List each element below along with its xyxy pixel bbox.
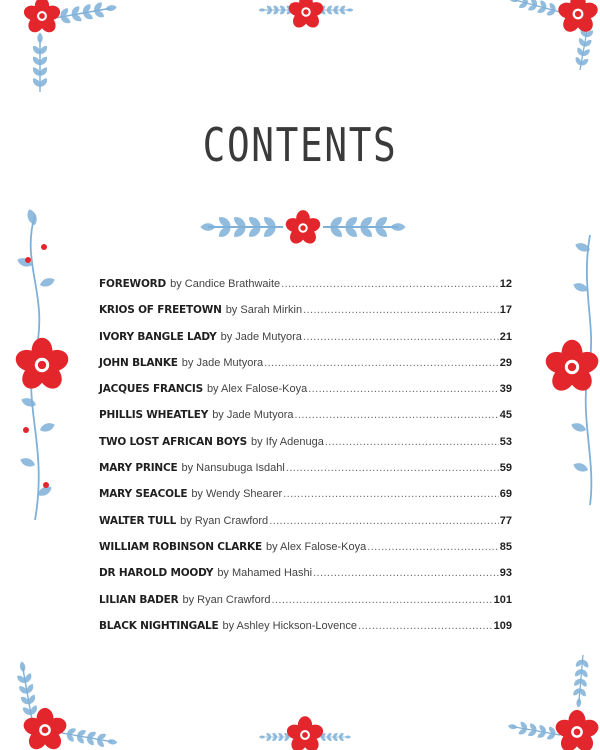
corner-floral-bottom-right-icon (505, 650, 600, 750)
toc-entry-title: MARY SEACOLE (99, 488, 188, 501)
toc-entry-author: by Jade Mutyora (181, 356, 264, 369)
toc-entry[interactable] (99, 409, 512, 435)
toc-leader-dots (308, 383, 499, 395)
toc-entry-page: 69 (499, 488, 512, 501)
toc-entry-page: 53 (499, 435, 512, 448)
toc-entry-page: 93 (499, 567, 512, 580)
toc-entry-author: by Jade Mutyora (220, 330, 302, 343)
toc-entry[interactable] (99, 594, 512, 620)
toc-entry[interactable] (99, 278, 512, 304)
toc-entry-title: MARY PRINCE (99, 462, 178, 475)
corner-floral-top-right-icon (500, 0, 600, 70)
toc-entry-page: 39 (499, 383, 512, 396)
corner-floral-bottom-left-icon (0, 655, 120, 750)
toc-entry-title: IVORY BANGLE LADY (99, 330, 217, 343)
toc-entry-title: PHILLIS WHEATLEY (99, 409, 209, 422)
toc-entry[interactable] (99, 620, 512, 646)
toc-entry-title: JOHN BLANKE (99, 356, 178, 369)
toc-entry-title: FOREWORD (99, 278, 167, 290)
corner-floral-top-left-icon (0, 0, 130, 95)
toc-entry-page: 29 (499, 356, 512, 369)
toc-entry-author: by Ashley Hickson-Lovence (222, 619, 357, 632)
toc-leader-dots (303, 304, 499, 316)
toc-entry-author: by Wendy Shearer (191, 488, 283, 501)
bottom-center-flower-icon (260, 715, 350, 750)
toc-leader-dots (295, 409, 499, 421)
table-of-contents (99, 278, 512, 646)
toc-entry-page: 109 (493, 619, 512, 632)
page-title: CONTENTS (202, 118, 398, 172)
toc-entry-author: by Jade Mutyora (212, 409, 294, 422)
toc-entry[interactable] (99, 331, 512, 357)
toc-entry[interactable] (99, 357, 512, 383)
toc-leader-dots (367, 541, 499, 553)
left-vine-decoration-icon (0, 205, 85, 525)
toc-leader-dots (281, 278, 499, 290)
title-ornament-icon (198, 205, 408, 250)
toc-entry-page: 59 (499, 462, 512, 475)
toc-leader-dots (286, 462, 499, 474)
toc-entry-author: by Mahamed Hashi (217, 567, 313, 580)
toc-entry-author: by Nansubuga Isdahl (181, 462, 285, 475)
toc-entry-author: by Ryan Crawford (180, 514, 269, 527)
toc-entry-author: by Candice Brathwaite (170, 278, 281, 290)
toc-leader-dots (283, 488, 499, 500)
right-vine-decoration-icon (550, 230, 600, 510)
toc-entry[interactable] (99, 383, 512, 409)
toc-entry[interactable] (99, 436, 512, 462)
toc-entry-author: by Ify Adenuga (251, 435, 324, 448)
toc-leader-dots (313, 567, 499, 579)
toc-leader-dots (272, 594, 493, 606)
toc-entry[interactable] (99, 515, 512, 541)
toc-entry[interactable] (99, 488, 512, 514)
toc-entry-page: 45 (499, 409, 512, 422)
toc-entry-title: BLACK NIGHTINGALE (99, 619, 219, 632)
toc-entry-author: by Alex Falose-Koya (265, 540, 367, 553)
toc-entry-title: DR HAROLD MOODY (99, 567, 214, 580)
toc-entry[interactable] (99, 541, 512, 567)
toc-entry-author: by Sarah Mirkin (225, 304, 303, 317)
toc-leader-dots (303, 331, 499, 343)
toc-entry-page: 101 (493, 593, 512, 606)
toc-entry-title: TWO LOST AFRICAN BOYS (99, 435, 248, 448)
toc-entry-page: 12 (499, 278, 512, 290)
toc-entry-page: 85 (499, 540, 512, 553)
toc-entry[interactable] (99, 304, 512, 330)
toc-entry-page: 77 (499, 514, 512, 527)
toc-entry-title: WILLIAM ROBINSON CLARKE (99, 540, 262, 553)
toc-leader-dots (269, 515, 499, 527)
toc-entry[interactable] (99, 567, 512, 593)
toc-entry[interactable] (99, 462, 512, 488)
toc-entry-page: 17 (499, 304, 512, 317)
toc-entry-author: by Alex Falose-Koya (206, 383, 308, 396)
toc-entry-author: by Ryan Crawford (182, 593, 271, 606)
toc-leader-dots (325, 436, 499, 448)
toc-entry-title: LILIAN BADER (99, 593, 179, 606)
toc-leader-dots (358, 620, 493, 632)
toc-entry-title: WALTER TULL (99, 514, 177, 527)
toc-entry-title: KRIOS OF FREETOWN (99, 304, 222, 317)
top-center-flower-icon (255, 0, 355, 35)
toc-entry-title: JACQUES FRANCIS (99, 383, 203, 396)
toc-entry-page: 21 (499, 330, 512, 343)
toc-leader-dots (264, 357, 499, 369)
